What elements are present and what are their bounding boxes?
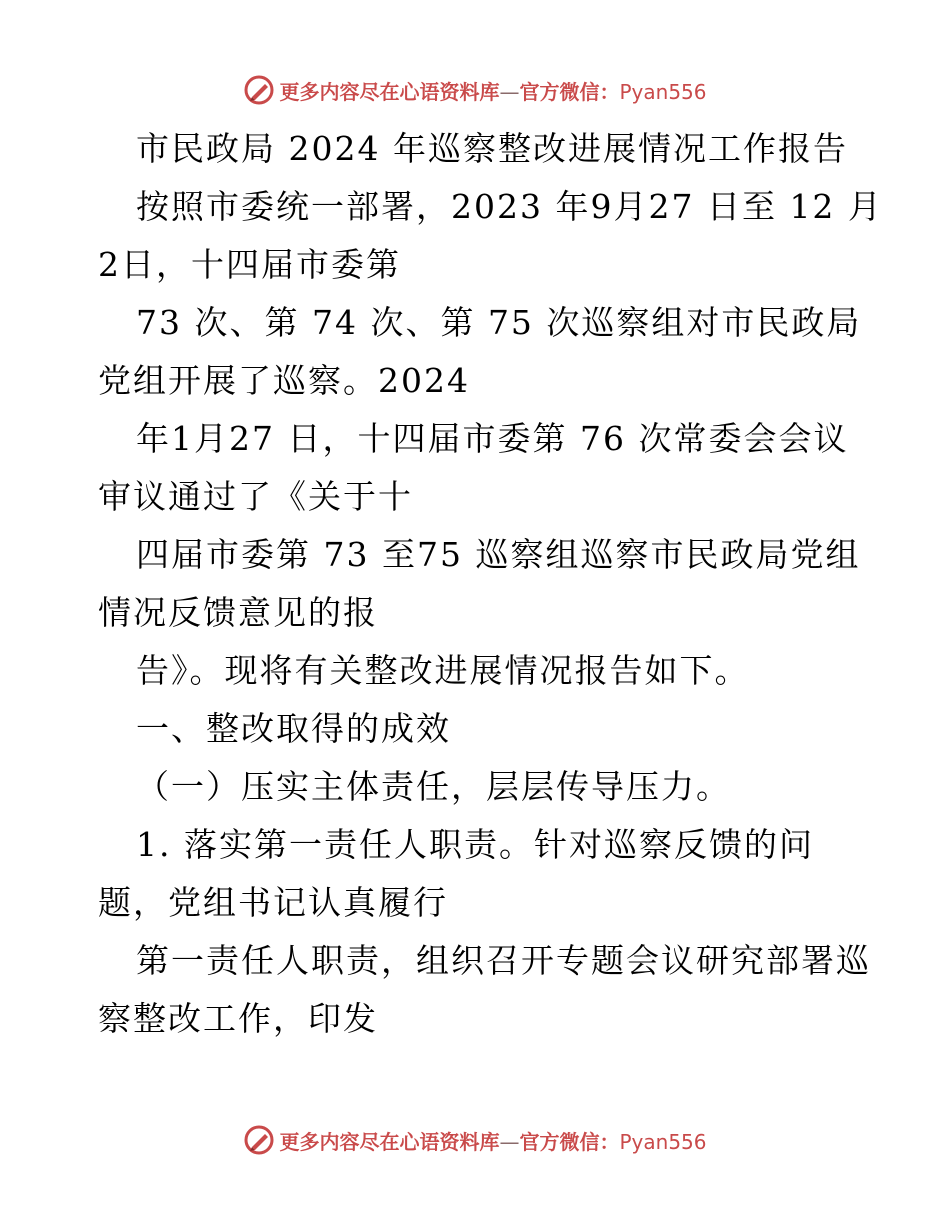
footer-banner — [0, 1120, 950, 1160]
text-line: 题，党组书记认真履行 — [98, 883, 448, 922]
banner-dash: — — [499, 1129, 520, 1154]
banner-account: Pyan556 — [619, 1129, 707, 1154]
banner-site-text: 更多内容尽在心语资料库 — [279, 79, 500, 104]
text-line: 2日，十四届市委第 — [98, 245, 401, 284]
text-line: 察整改工作，印发 — [98, 999, 378, 1038]
text-line: 告》。现将有关整改进展情况报告如下。 — [136, 651, 750, 690]
text-line: 党组开展了巡察。2024 — [98, 361, 470, 400]
text-line: 年1月27 日，十四届市委第 76 次常委会会议 — [136, 419, 849, 458]
banner-text — [279, 76, 706, 105]
subsection-heading: （一）压实主体责任，层层传导压力。 — [136, 767, 731, 806]
banner-account: Pyan556 — [619, 79, 707, 104]
text-line: 四届市委第 73 至75 巡察组巡察市民政局党组 — [136, 535, 861, 574]
header-banner — [0, 70, 950, 110]
text-line: 第一责任人职责，组织召开专题会议研究部署巡 — [136, 941, 871, 980]
text-line: 按照市委统一部署，2023 年9月27 日至 12 月 — [136, 187, 883, 226]
section-heading: 一、整改取得的成效 — [136, 709, 451, 748]
banner-text — [279, 1126, 706, 1155]
banner-contact-text: 官方微信： — [519, 79, 620, 104]
text-line: 审议通过了《关于十 — [98, 477, 413, 516]
document-title: 市民政局 2024 年巡察整改进展情况工作报告 — [136, 129, 848, 168]
banner-contact-text: 官方微信： — [519, 1129, 620, 1154]
text-line: 73 次、第 74 次、第 75 次巡察组对市民政局 — [136, 303, 862, 342]
document-body — [98, 120, 883, 1048]
banner-dash: — — [499, 79, 520, 104]
pen-logo-icon — [243, 74, 275, 106]
pen-logo-icon — [243, 1124, 275, 1156]
text-line: 情况反馈意见的报 — [98, 593, 378, 632]
banner-site-text: 更多内容尽在心语资料库 — [279, 1129, 500, 1154]
text-line: 1. 落实第一责任人职责。针对巡察反馈的问 — [136, 825, 814, 864]
